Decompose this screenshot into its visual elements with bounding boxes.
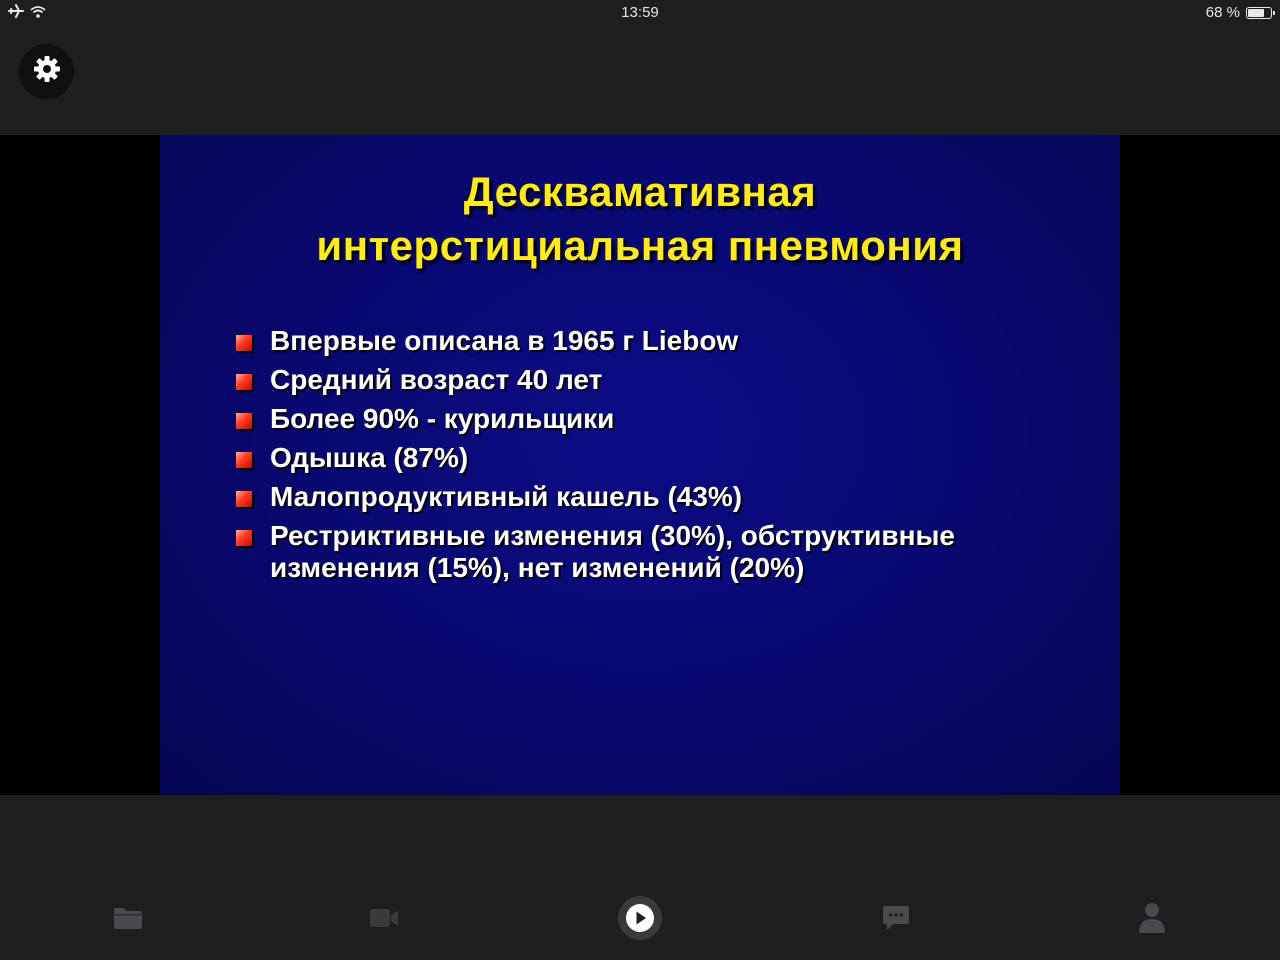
bullet-item [236, 364, 1096, 396]
status-time: 13:59 [621, 4, 659, 21]
chat-icon [882, 904, 910, 937]
bullet-marker [236, 335, 252, 351]
bullet-marker [236, 452, 252, 468]
tab-video[interactable] [344, 880, 424, 960]
bullet-item [236, 442, 1096, 474]
gear-icon [33, 55, 61, 88]
battery-icon [1246, 7, 1272, 19]
bullet-text: Одышка (87%) [270, 442, 469, 473]
video-camera-icon [369, 907, 399, 934]
slide-title [160, 165, 1120, 273]
status-right [1206, 4, 1272, 21]
bullet-text: Рестриктивные изменения (30%), обструктивные изменения (15%), нет изменений (20%) [270, 520, 955, 583]
bullet-marker [236, 491, 252, 507]
tab-play[interactable] [600, 880, 680, 960]
folder-icon [113, 906, 143, 935]
battery-text: 68 % [1205, 4, 1240, 21]
bullet-text: Малопродуктивный кашель (43%) [270, 481, 743, 512]
presentation-slide [160, 135, 1120, 795]
bullet-item [236, 325, 1096, 357]
bullet-item [236, 403, 1096, 435]
bullet-text: Средний возраст 40 лет [270, 364, 603, 395]
tab-bar [0, 880, 1280, 960]
bullet-item [236, 520, 1096, 584]
bullet-marker [236, 530, 252, 546]
bullet-marker [236, 413, 252, 429]
slide-title-line2: интерстициальная пневмония [316, 222, 964, 269]
tab-files[interactable] [88, 880, 168, 960]
bullet-marker [236, 374, 252, 390]
person-icon [1138, 902, 1166, 939]
play-icon [617, 895, 663, 946]
tab-chat[interactable] [856, 880, 936, 960]
bullet-text: Впервые описана в 1965 г Liebow [270, 325, 739, 356]
bullet-list [236, 325, 1096, 591]
settings-button[interactable] [19, 44, 74, 99]
slide-title-line1: Десквамативная [463, 168, 817, 215]
bullet-item [236, 481, 1096, 513]
battery-level [1248, 9, 1264, 17]
bullet-text: Более 90% - курильщики [270, 403, 615, 434]
video-player[interactable] [0, 135, 1280, 795]
tab-profile[interactable] [1112, 880, 1192, 960]
status-bar [0, 0, 1280, 26]
